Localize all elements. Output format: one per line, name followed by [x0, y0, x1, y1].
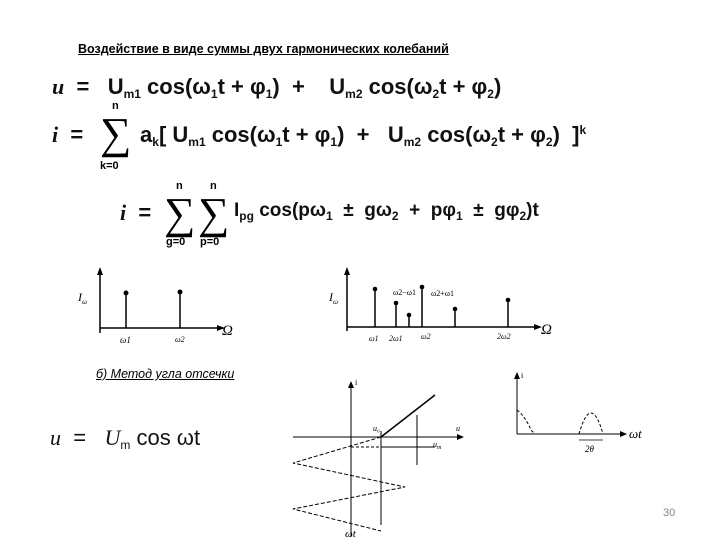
- cutoff-u0-label: u₀: [373, 424, 380, 433]
- spectrum2-ylabel: $I_\omega$: [329, 290, 338, 306]
- sum1-sigma-icon: ∑: [164, 189, 196, 238]
- current-pulses-diagram: [495, 368, 665, 458]
- spectrum-two-tones: [70, 265, 245, 350]
- formula-combination-body: $I_{pg}$ $\cos(p\omega_1 \pm g\omega_2 + p\varphi_1 \pm g\varphi_2)t$: [234, 200, 539, 223]
- spectrum2-ann-sum: ω2+ω1: [431, 289, 455, 298]
- spectrum1-dot-2: [178, 290, 183, 295]
- formula-combination-frequencies: i =: [120, 200, 152, 225]
- sum1-upper-limit: n: [176, 180, 183, 192]
- spectrum-combination: [325, 265, 565, 350]
- sum2-lower-limit: p=0: [200, 236, 220, 248]
- cutoff-u-arrow-icon: [457, 434, 464, 440]
- spectrum2-y-arrow-icon: [344, 267, 350, 275]
- spectrum2-tick-2: ω2: [421, 332, 431, 341]
- spectrum1-y-arrow-icon: [97, 267, 103, 275]
- formula-current-body: ak[ Um1 cos(ω1t + φ1) + Um2 cos(ω2t + φ2) ]$^k$: [140, 122, 587, 149]
- spectrum1-tick-2: ω2: [175, 335, 185, 344]
- spectrum2-tick-0: ω1: [369, 334, 379, 343]
- cutoff-angle-diagram: [285, 375, 485, 540]
- sum-upper-limit: n: [112, 100, 119, 112]
- formula-sum-of-harmonics: u = Um1 cos(ω1t + φ1) + Um2 cos(ω2t + φ2): [52, 74, 502, 101]
- formula-single-tone: u = Um cos ωt: [50, 425, 201, 452]
- cutoff-i-arrow-icon: [348, 381, 354, 388]
- spectrum2-ann-diff: ω2−ω1: [393, 288, 417, 297]
- sum-sigma-icon: ∑: [100, 109, 132, 158]
- pulses-x-arrow-icon: [620, 431, 627, 437]
- cutoff-u-label: u: [456, 424, 460, 433]
- spectrum2-tick-1: 2ω1: [389, 334, 403, 343]
- spectrum1-ylabel: $I_\omega$: [78, 290, 87, 306]
- sum1-lower-limit: g=0: [166, 236, 186, 248]
- pulse-2: [579, 413, 603, 434]
- spectrum1-dot-1: [124, 291, 129, 296]
- spectrum1-tick-1: ω1: [120, 335, 131, 345]
- sum2-sigma-icon: ∑: [198, 189, 230, 238]
- pulses-wt-label: ωt: [629, 426, 642, 441]
- spectrum2-tick-3: 2ω2: [497, 332, 511, 341]
- cutoff-input-wave: [293, 437, 405, 531]
- spectrum2-xlabel: Ω: [541, 322, 552, 338]
- cutoff-characteristic-line: [381, 395, 435, 437]
- sum-lower-limit: k=0: [100, 160, 119, 172]
- page-number: 30: [663, 507, 676, 519]
- formula-current-power-series: i =: [52, 122, 84, 147]
- slide-title: Воздействие в виде суммы двух гармонических колебаний: [78, 42, 449, 56]
- cutoff-um-label: $u_m$: [433, 440, 442, 451]
- pulses-theta-label: 2θ: [585, 444, 594, 454]
- pulses-i-label: i: [521, 371, 524, 380]
- pulse-1: [517, 410, 535, 434]
- sum2-upper-limit: n: [210, 180, 217, 192]
- section-b-heading: б) Метод угла отсечки: [96, 367, 235, 381]
- spectrum1-xlabel: Ω: [222, 323, 233, 339]
- pulses-y-arrow-icon: [514, 372, 520, 379]
- cutoff-wt-label: ωt: [345, 528, 356, 540]
- cutoff-i-label: i: [355, 378, 358, 387]
